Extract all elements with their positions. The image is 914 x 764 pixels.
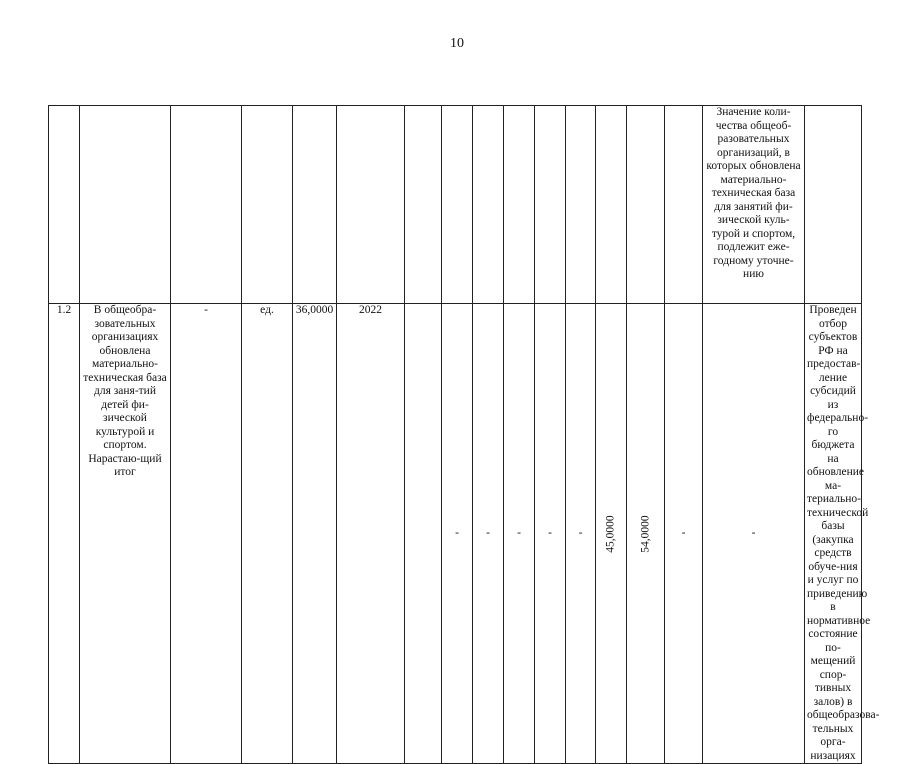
year-value: - <box>473 304 504 764</box>
cell-year <box>473 106 504 304</box>
cell-base-value <box>293 106 337 304</box>
cell-name <box>80 106 171 304</box>
year-value: 54,0000 <box>638 514 651 553</box>
cell-unit <box>242 106 293 304</box>
cell-year <box>442 106 473 304</box>
basis-dash: - <box>171 304 242 764</box>
year-value: - <box>442 304 473 764</box>
cell-year <box>566 106 596 304</box>
note-cell: Значение коли-чества общеоб-разовательных организаций, в которых обновлена материально-техническая база для занятий фи-зической куль-турой и спортом, подлежит еже-годному уточне-нию <box>703 106 805 304</box>
year-value-cell <box>596 304 627 764</box>
cell-basis <box>171 106 242 304</box>
year-value: 45,0000 <box>604 514 617 553</box>
indicator-name: В общеобра-зовательных организациях обновлена материально-техническая база для заня-тий детей фи-зической культурой и спортом. Нарастаю-щий итог <box>80 304 171 764</box>
cell-year <box>504 106 535 304</box>
table-row <box>49 304 862 764</box>
year-value: - <box>535 304 566 764</box>
cell-year <box>665 106 703 304</box>
year-value: - <box>504 304 535 764</box>
year-value <box>405 304 442 764</box>
unit-of-measure: ед. <box>242 304 293 764</box>
year-value: - <box>665 304 703 764</box>
cell-year <box>535 106 566 304</box>
year-value: - <box>566 304 596 764</box>
cell-number <box>49 106 80 304</box>
table-row <box>49 106 862 304</box>
base-year: 2022 <box>337 304 405 764</box>
row-number: 1.2 <box>49 304 80 764</box>
base-value: 36,0000 <box>293 304 337 764</box>
year-value-cell <box>627 304 665 764</box>
cell-year <box>596 106 627 304</box>
year-value: - <box>703 304 805 764</box>
indicator-table <box>48 105 880 764</box>
cell-last <box>805 106 862 304</box>
cell-year <box>405 106 442 304</box>
cell-base-year <box>337 106 405 304</box>
cell-year <box>627 106 665 304</box>
note-cell: Проведен отбор субъектов РФ на предостав-ление субсидий из федерально-го бюджета на обновление ма-териально-технической базы (закупка средств обуче-ния и услуг по приведению в нормативное состояние по-мещений спор-тивных залов) в общеобразова-тельных орга-низациях <box>805 304 862 764</box>
page-number: 10 <box>450 36 464 51</box>
